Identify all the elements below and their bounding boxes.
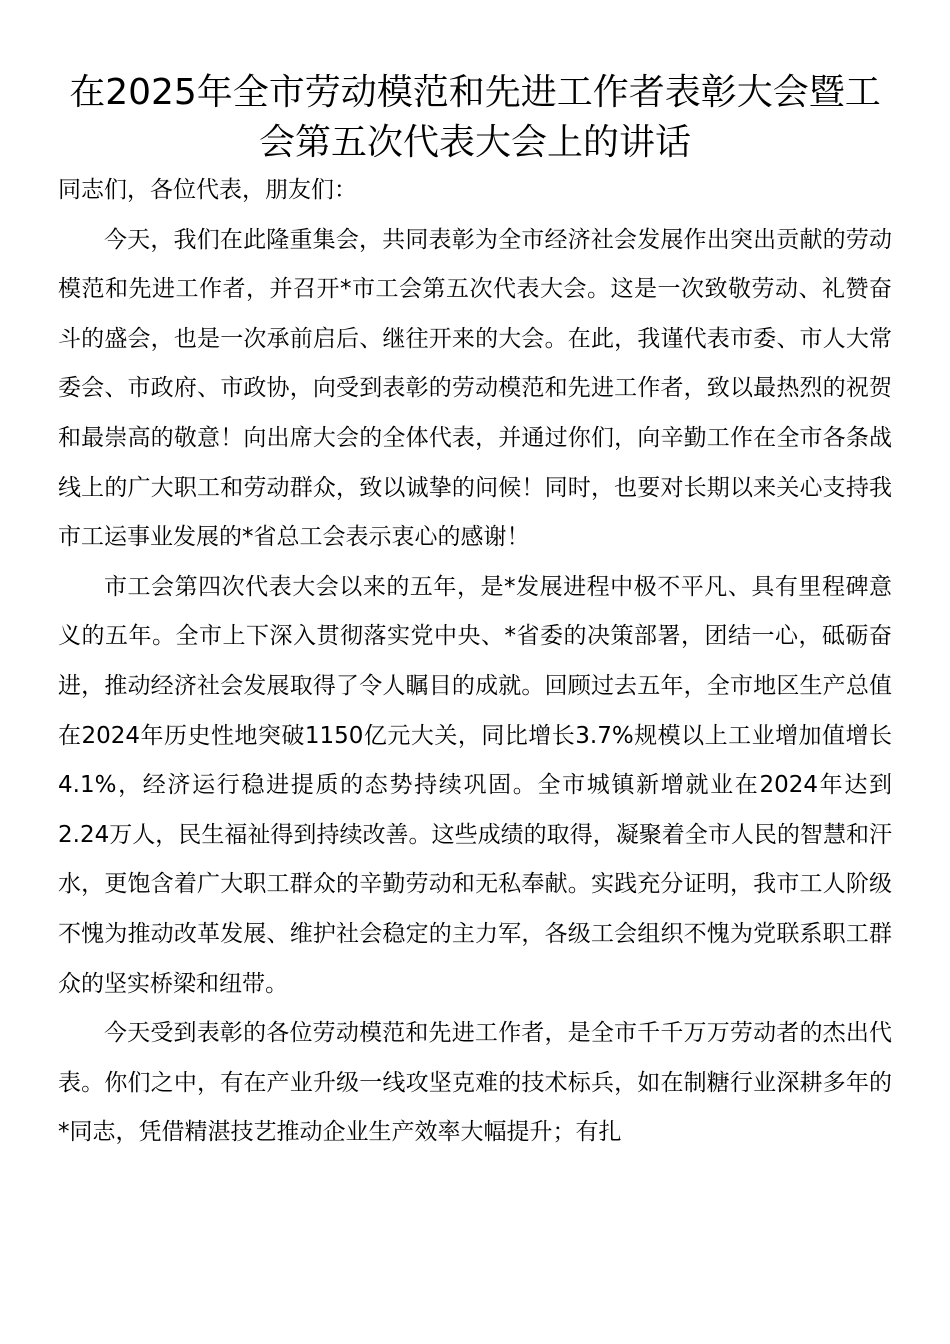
document-title: 在2025年全市劳动模范和先进工作者表彰大会暨工会第五次代表大会上的讲话 [69,72,881,163]
paragraph: 今天受到表彰的各位劳动模范和先进工作者，是全市千千万万劳动者的杰出代表。你们之中，有在产业升级一线攻坚克难的技术标兵，如在制糖行业深耕多年的*同志，凭借精湛技艺推动企业生产效率大幅提升；有扎 [58,1020,892,1146]
salutation: 同志们，各位代表，朋友们： [58,177,357,203]
paragraph: 今天，我们在此隆重集会，共同表彰为全市经济社会发展作出突出贡献的劳动模范和先进工作者，并召开*市工会第五次代表大会。这是一次致敬劳动、礼赞奋斗的盛会，也是一次承前启后、继往开来的大会。在此，我谨代表市委、市人大常委会、市政府、市政协，向受到表彰的劳动模范和先进工作者，致以最热烈的祝贺和最崇高的敬意！向出席大会的全体代表，并通过你们，向辛勤工作在全市各条战线上的广大职工和劳动群众，致以诚挚的问候！同时，也要对长期以来关心支持我市工运事业发展的*省总工会表示衷心的感谢！ [58,226,892,551]
paragraph: 市工会第四次代表大会以来的五年，是*发展进程中极不平凡、具有里程碑意义的五年。全市上下深入贯彻落实党中央、*省委的决策部署，团结一心，砥砺奋进，推动经济社会发展取得了令人瞩目的成就。回顾过去五年，全市地区生产总值在2024年历史性地突破1150亿元大关，同比增长3.7%规模以上工业增加值增长4.1%，经济运行稳进提质的态势持续巩固。全市城镇新增就业在2024年达到2.24万人，民生福祉得到持续改善。这些成绩的取得，凝聚着全市人民的智慧和汗水，更饱含着广大职工群众的辛勤劳动和无私奉献。实践充分证明，我市工人阶级不愧为推动改革发展、维护社会稳定的主力军，各级工会组织不愧为党联系职工群众的坚实桥梁和纽带。 [58,573,892,997]
document-body [58,166,892,1158]
